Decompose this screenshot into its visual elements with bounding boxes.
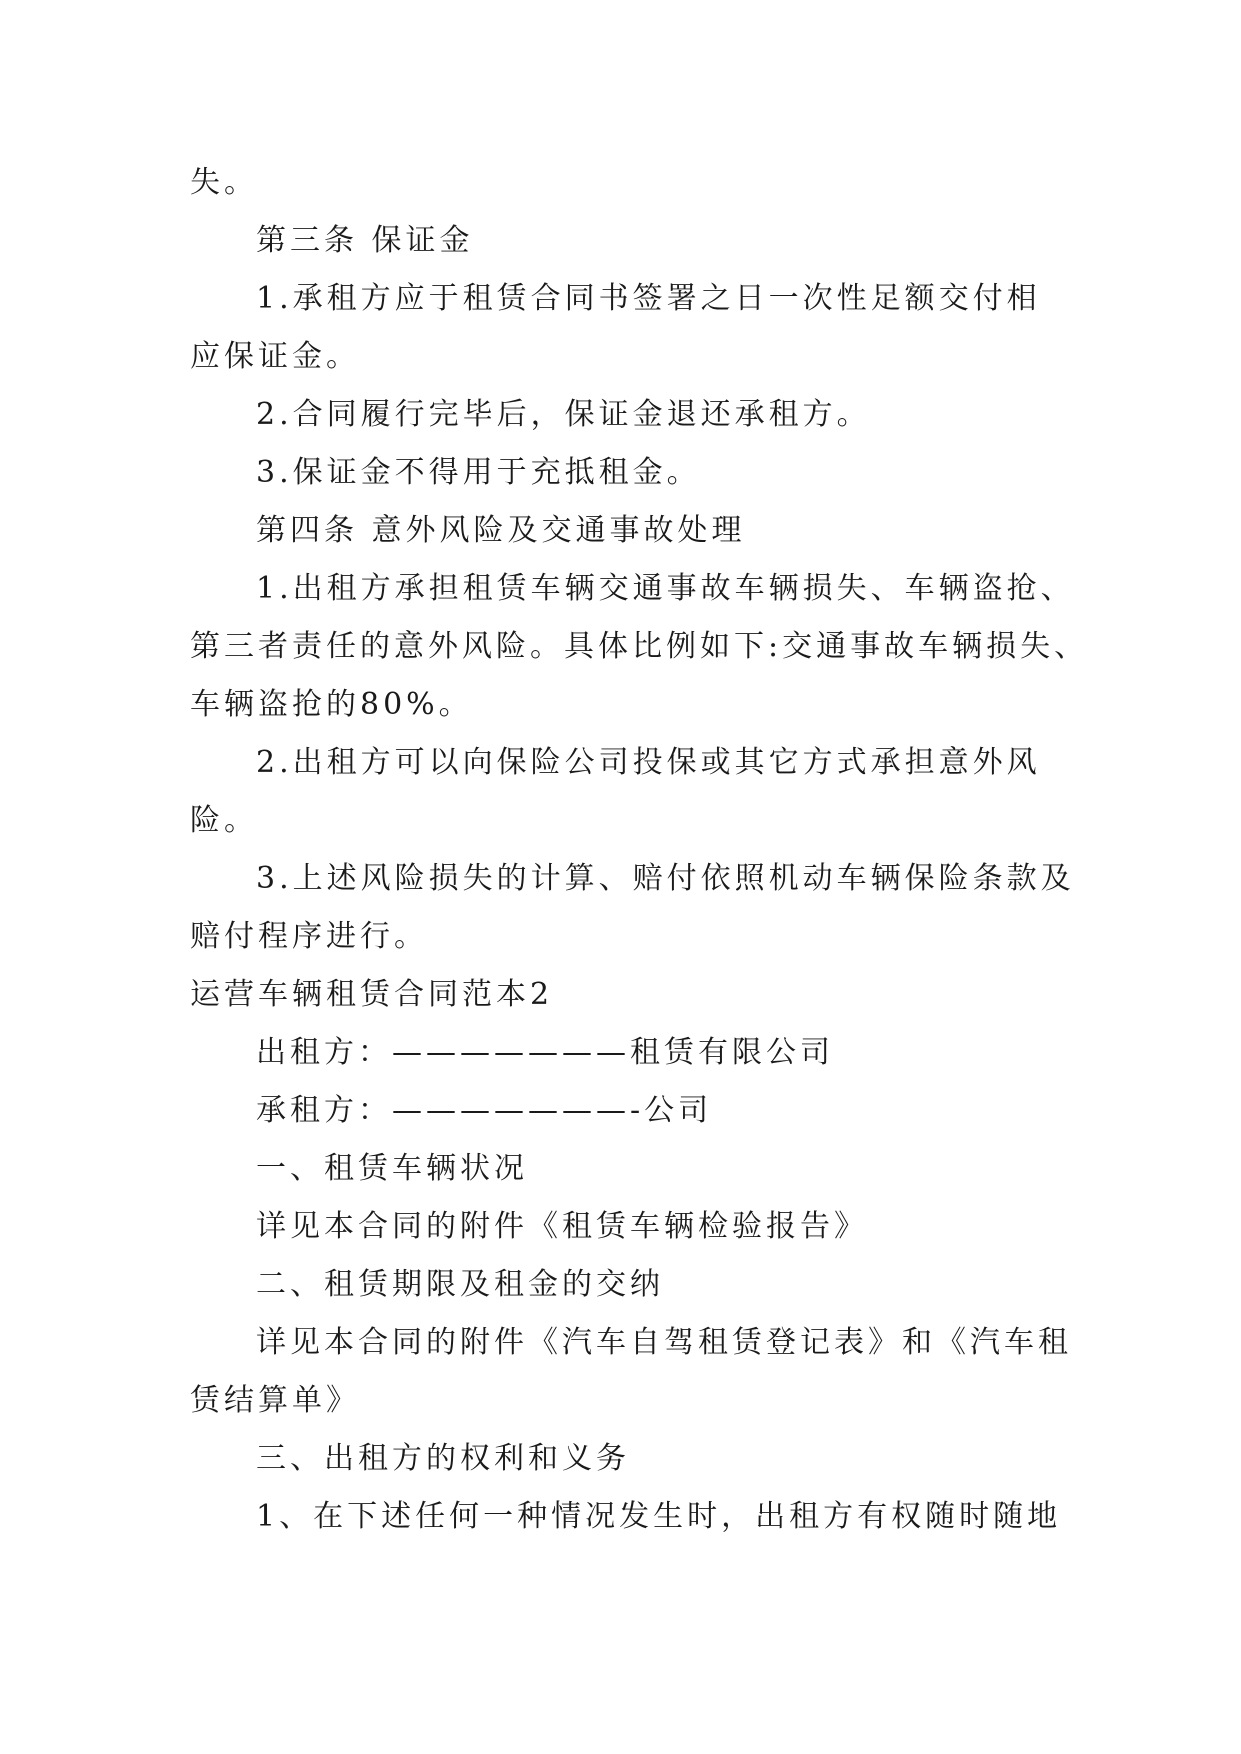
text-line: 赁结算单》 — [190, 1383, 360, 1418]
text-line: 3.上述风险损失的计算、赔付依照机动车辆保险条款及 — [256, 861, 1075, 896]
section-heading: 一、租赁车辆状况 — [256, 1151, 528, 1186]
section-heading: 三、出租方的权利和义务 — [256, 1441, 630, 1476]
text-line: 出租方：———————租赁有限公司 — [256, 1035, 834, 1070]
article-heading: 第四条 意外风险及交通事故处理 — [256, 513, 746, 548]
text-line: 第三者责任的意外风险。具体比例如下:交通事故车辆损失、 — [190, 629, 1089, 664]
text-line: 2.合同履行完毕后，保证金退还承租方。 — [256, 397, 871, 432]
article-heading: 第三条 保证金 — [256, 223, 474, 258]
text-line: 失。 — [190, 165, 258, 200]
text-line: 1.承租方应于租赁合同书签署之日一次性足额交付相 — [256, 281, 1041, 316]
text-line: 详见本合同的附件《租赁车辆检验报告》 — [256, 1209, 868, 1244]
text-line: 赔付程序进行。 — [190, 919, 428, 954]
text-line: 1、在下述任何一种情况发生时，出租方有权随时随地 — [256, 1499, 1062, 1534]
document-body — [190, 154, 1089, 1546]
text-line: 应保证金。 — [190, 339, 360, 374]
section-title: 运营车辆租赁合同范本2 — [190, 977, 554, 1012]
text-line: 险。 — [190, 803, 258, 838]
text-line: 1.出租方承担租赁车辆交通事故车辆损失、车辆盗抢、 — [256, 571, 1075, 606]
text-line: 2.出租方可以向保险公司投保或其它方式承担意外风 — [256, 745, 1041, 780]
text-line: 车辆盗抢的80%。 — [190, 687, 473, 722]
text-line: 3.保证金不得用于充抵租金。 — [256, 455, 701, 490]
text-line: 详见本合同的附件《汽车自驾租赁登记表》和《汽车租 — [256, 1325, 1072, 1360]
section-heading: 二、租赁期限及租金的交纳 — [256, 1267, 664, 1302]
text-line: 承租方：———————-公司 — [256, 1093, 713, 1128]
